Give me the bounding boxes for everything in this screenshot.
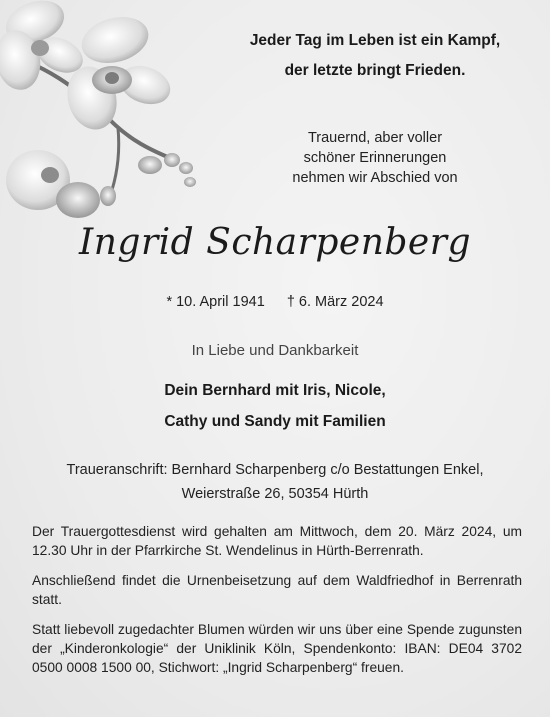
burial-paragraph: Anschließend findet die Urnenbeisetzung auf dem Waldfriedhof in Berrenrath statt. [32, 573, 522, 607]
address-line: Traueranschrift: Bernhard Scharpenberg c/o Bestattungen Enkel, [66, 462, 484, 478]
intro-line: schöner Erinnerungen [303, 150, 447, 166]
motto-line: der letzte bringt Frieden. [284, 62, 466, 79]
intro-line: Trauernd, aber voller [307, 130, 443, 146]
intro-text [200, 128, 550, 188]
motto [200, 26, 550, 86]
intro-line: nehmen wir Abschied von [292, 170, 458, 186]
birth-date: * 10. April 1941 [166, 294, 265, 310]
donation-paragraph: Statt liebevoll zugedachter Blumen würden wir uns über eine Spende zugunsten der „Kinderonkologie“ der Uniklinik Köln, Spendenkonto: IBAN: DE04 3702 0500 0008 1500 00, Stichwort: „Ingrid Scharpenberg“ freuen. [32, 622, 522, 675]
death-date: † 6. März 2024 [286, 294, 384, 310]
family-line: Cathy und Sandy mit Familien [164, 413, 386, 430]
address-line: Weierstraße 26, 50354 Hürth [181, 486, 369, 502]
life-dates [0, 294, 550, 310]
deceased-name: Ingrid Scharpenberg [79, 222, 471, 263]
family-line: Dein Bernhard mit Iris, Nicole, [164, 382, 386, 399]
service-paragraph: Der Trauergottesdienst wird gehalten am Mittwoch, dem 20. März 2024, um 12.30 Uhr in der Pfarrkirche St. Wendelinus in Hürth-Berrenrath. [32, 524, 522, 558]
mourning-address [0, 458, 550, 506]
motto-line: Jeder Tag im Leben ist ein Kampf, [249, 32, 501, 49]
orchid-decoration-icon [0, 0, 200, 240]
family-signature [0, 375, 550, 437]
thanks-line: In Liebe und Dankbarkeit [191, 342, 359, 359]
